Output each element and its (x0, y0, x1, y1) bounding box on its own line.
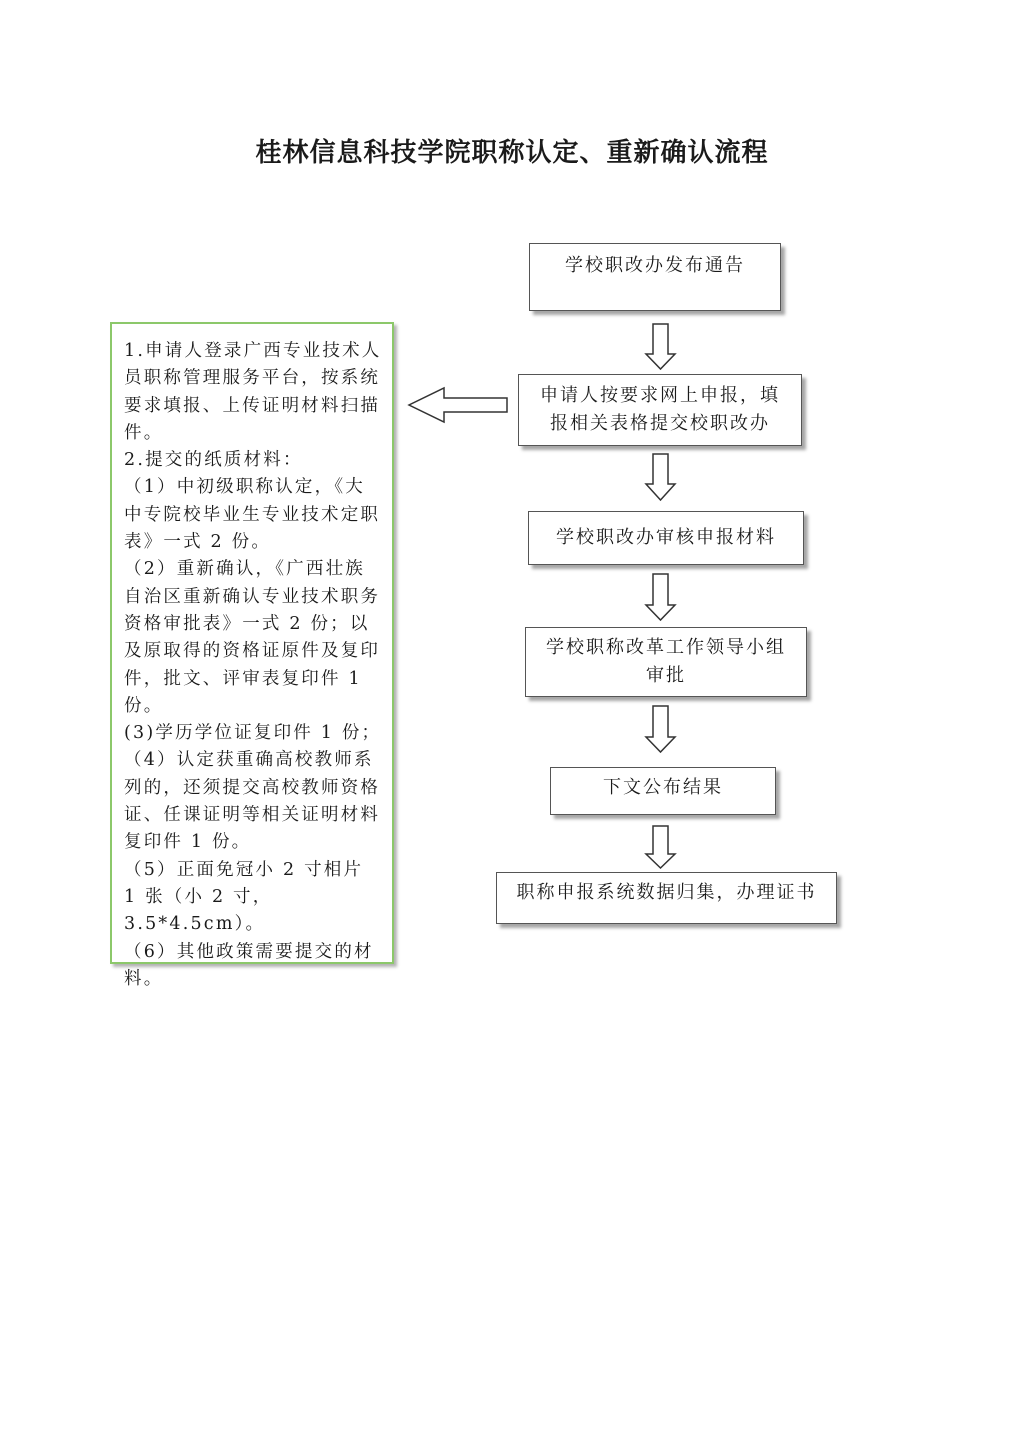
note-item: （5）正面免冠小 2 寸相片 1 张（小 2 寸，3.5*4.5cm）。 (124, 859, 364, 935)
note-item: （6）其他政策需要提交的材料。 (124, 941, 374, 989)
note-item: （1）中初级职称认定，《大中专院校毕业生专业技术定职表》一式 2 份。 (124, 477, 381, 553)
note-item: (3)学历学位证复印件 1 份； (124, 723, 382, 744)
step-text-line2: 报相关表格提交校职改办 (550, 413, 770, 434)
note-item: 1.申请人登录广西专业技术人员职称管理服务平台，按系统要求填报、上传证明材料扫描件。 (124, 341, 382, 443)
page-title: 桂林信息科技学院职称认定、重新确认流程 (255, 138, 769, 168)
note-item: （2）重新确认，《广西壮族自治区重新确认专业技术职务资格审批表》一式 2 份；以及原取得的资格证原件及复印件，批文、评审表复印件 1 份。 (124, 559, 381, 716)
step-text: 职称申报系统数据归集，办理证书 (516, 882, 817, 903)
step-text-line1: 申请人按要求网上申报，填 (540, 385, 780, 406)
step-text: 下文公布结果 (603, 777, 723, 798)
down-arrow-icon (646, 574, 675, 620)
down-arrow-icon (646, 324, 675, 369)
down-arrow-icon (646, 454, 675, 500)
left-arrow-icon (409, 388, 507, 422)
step-text-main: 学校职改办审核申报材料 (556, 527, 776, 548)
note-item: 2.提交的纸质材料： (124, 450, 303, 471)
step-text-line2: 审批 (646, 665, 686, 686)
step-text: 学校职改办发布通告 (565, 255, 745, 276)
note-item: （4）认定获重确高校教师系列的，还须提交高校教师资格证、任课证明等相关证明材料复印件 1 份。 (124, 750, 381, 853)
down-arrow-icon (646, 706, 675, 752)
down-arrow-icon (646, 826, 675, 868)
step-text-line1: 学校职称改革工作领导小组 (546, 637, 786, 658)
